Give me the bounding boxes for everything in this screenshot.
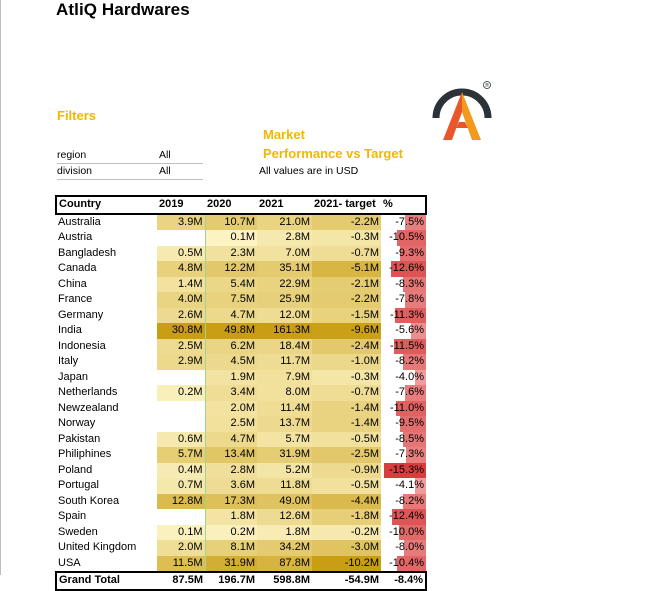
cell-y2021: 22.9M [257,277,312,293]
cell-target: -0.7M [312,385,381,401]
header-2019[interactable]: 2019 [159,198,184,211]
cell-y2020: 5.4M [205,277,257,293]
cell-country: Japan [58,370,88,383]
cell-country: France [58,293,93,306]
cell-country: South Korea [58,494,120,507]
cell-y2021: 7.9M [257,370,312,386]
cell-country: Portugal [58,479,99,492]
table-row [56,292,426,308]
cell-y2020: 4.7M [205,432,257,448]
cell-percent: -10.4% [381,556,426,573]
table-row [56,214,426,231]
cell-target: -0.5M [312,432,381,448]
table-row [56,370,426,386]
cell-y2019: 0.7M [157,478,205,494]
cell-y2019: 30.8M [157,323,205,339]
cell-y2021: 5.7M [257,432,312,448]
header-target[interactable]: 2021- target [314,198,376,211]
cell-percent: -11.5% [381,339,426,355]
cell-country: Australia [58,215,101,228]
cell-y2019: 0.6M [157,432,205,448]
cell-target: -0.2M [312,525,381,541]
cell-y2019: 12.8M [157,494,205,510]
cell-percent: -9.5% [381,416,426,432]
cell-y2021: 1.8M [257,525,312,541]
cell-y2019 [157,370,205,386]
total-target: -54.9M [312,572,381,590]
filters-heading: Filters [57,108,97,123]
cell-y2020: 2.5M [205,416,257,432]
cell-country: Indonesia [58,339,106,352]
cell-y2019: 0.2M [157,385,205,401]
total-y2021: 598.8M [257,572,312,590]
cell-percent: -10.5% [381,230,426,246]
cell-y2020: 12.2M [205,261,257,277]
cell-target: -0.3M [312,370,381,386]
cell-percent: -5.6% [381,323,426,339]
cell-y2019: 0.5M [157,246,205,262]
cell-y2019: 0.4M [157,463,205,479]
cell-y2021: 2.8M [257,230,312,246]
cell-y2021: 18.4M [257,339,312,355]
cell-y2019: 2.6M [157,308,205,324]
total-pct: -8.4% [381,572,426,590]
cell-target: -1.5M [312,308,381,324]
cell-country: Canada [58,262,97,275]
table-row [56,277,426,293]
cell-y2020: 1.8M [205,509,257,525]
table-row [56,494,426,510]
cell-y2021: 8.0M [257,385,312,401]
cell-target: -1.4M [312,401,381,417]
table-header [56,196,426,214]
cell-target: -0.3M [312,230,381,246]
currency-note: All values are in USD [259,165,359,177]
header-percent[interactable]: % [383,198,393,211]
total-y2020: 196.7M [205,572,257,590]
cell-country: USA [58,556,81,569]
cell-y2020: 7.5M [205,292,257,308]
cell-target: -9.6M [312,323,381,339]
cell-y2020: 31.9M [205,556,257,573]
cell-percent: -8.5% [381,432,426,448]
cell-target: -2.4M [312,339,381,355]
cell-country: Sweden [58,525,98,538]
cell-country: Germany [58,308,104,321]
table-row [56,230,426,246]
cell-y2020: 17.3M [205,494,257,510]
cell-percent: -8.2% [381,494,426,510]
cell-country: Bangladesh [58,246,117,259]
cell-y2021: 13.7M [257,416,312,432]
cell-target: -0.7M [312,246,381,262]
table-row [56,385,426,401]
cell-y2019: 4.8M [157,261,205,277]
cell-y2019: 3.9M [157,214,205,231]
total-country: Grand Total [56,572,157,590]
cell-country: Newzealand [58,401,119,414]
table-row [56,416,426,432]
table-row [56,323,426,339]
cell-target: -0.5M [312,478,381,494]
filter-division-value[interactable]: All [159,165,171,177]
cell-y2021: 12.6M [257,509,312,525]
cell-percent: -9.3% [381,246,426,262]
cell-y2021: 35.1M [257,261,312,277]
cell-percent: -4.1% [381,478,426,494]
table-row [56,447,426,463]
filter-region[interactable] [57,148,203,164]
cell-y2020: 3.4M [205,385,257,401]
registered-mark: ® [484,83,490,89]
atliq-logo [430,78,494,146]
cell-country: China [58,277,87,290]
cell-country: Netherlands [58,386,118,399]
cell-percent: -8.3% [381,277,426,293]
cell-percent: -8.0% [381,540,426,556]
cell-target: -4.4M [312,494,381,510]
table-row [56,432,426,448]
cell-country: Poland [58,463,93,476]
cell-percent: -10.0% [381,525,426,541]
cell-y2020: 2.3M [205,246,257,262]
cell-y2019 [157,509,205,525]
header-2020[interactable]: 2020 [207,198,232,211]
cell-y2020: 13.4M [205,447,257,463]
table-row [56,246,426,262]
cell-y2019 [157,401,205,417]
cell-y2021: 12.0M [257,308,312,324]
cell-target: -2.2M [312,292,381,308]
filter-region-label: region [57,149,87,161]
table-row [56,354,426,370]
table-row [56,261,426,277]
cell-country: Norway [58,417,96,430]
table-row [56,308,426,324]
filter-division-label: division [57,165,93,177]
table-row [56,339,426,355]
cell-y2019 [157,230,205,246]
cell-target: -1.8M [312,509,381,525]
cell-percent: -12.4% [381,509,426,525]
cell-y2019: 2.9M [157,354,205,370]
cell-y2019: 5.7M [157,447,205,463]
cell-y2021: 11.7M [257,354,312,370]
cell-y2019 [157,416,205,432]
cell-y2020: 49.8M [205,323,257,339]
cell-country: Spain [58,510,87,523]
cell-y2021: 161.3M [257,323,312,339]
cell-country: India [58,324,82,337]
cell-percent: -4.0% [381,370,426,386]
header-country[interactable]: Country [59,198,102,211]
left-border [0,0,1,575]
cell-target: -2.5M [312,447,381,463]
cell-country: Austria [58,231,93,244]
cell-y2021: 5.2M [257,463,312,479]
cell-y2019: 4.0M [157,292,205,308]
cell-y2021: 34.2M [257,540,312,556]
page-title: AtliQ Hardwares [56,0,190,19]
cell-percent: -12.6% [381,261,426,277]
cell-y2021: 11.8M [257,478,312,494]
table-row [56,509,426,525]
cell-y2020: 0.1M [205,230,257,246]
cell-y2019: 0.1M [157,525,205,541]
cell-percent: -7.3% [381,447,426,463]
cell-y2020: 0.2M [205,525,257,541]
cell-y2021: 11.4M [257,401,312,417]
cell-target: -10.2M [312,556,381,573]
cell-y2020: 10.7M [205,214,257,231]
cell-percent: -8.2% [381,354,426,370]
cell-y2020: 4.5M [205,354,257,370]
cell-y2020: 3.6M [205,478,257,494]
cell-percent: -7.6% [381,385,426,401]
cell-y2019: 2.5M [157,339,205,355]
table-row [56,556,426,573]
cell-target: -2.2M [312,214,381,231]
table-row [56,401,426,417]
table-row [56,463,426,479]
total-y2019: 87.5M [157,572,205,590]
report-title-line2: Performance vs Target [263,146,403,161]
cell-percent: -7.8% [381,292,426,308]
header-2021[interactable]: 2021 [259,198,284,211]
cell-country: Philiphines [58,448,112,461]
market-performance-table [55,195,427,591]
cell-y2020: 1.9M [205,370,257,386]
cell-percent: -11.3% [381,308,426,324]
cell-country: United Kingdom [58,541,137,554]
cell-country: Italy [58,355,79,368]
filter-region-value[interactable]: All [159,149,171,161]
filter-division[interactable] [57,164,203,180]
table-row [56,540,426,556]
cell-y2019: 2.0M [157,540,205,556]
table-row [56,525,426,541]
cell-y2021: 21.0M [257,214,312,231]
cell-y2021: 49.0M [257,494,312,510]
atliq-logo-icon [430,78,494,146]
cell-target: -1.0M [312,354,381,370]
cell-y2021: 7.0M [257,246,312,262]
cell-y2020: 6.2M [205,339,257,355]
cell-y2021: 87.8M [257,556,312,573]
cell-y2019: 1.4M [157,277,205,293]
cell-y2020: 8.1M [205,540,257,556]
cell-y2019: 11.5M [157,556,205,573]
cell-target: -0.9M [312,463,381,479]
cell-country: Pakistan [58,432,101,445]
cell-target: -1.4M [312,416,381,432]
cell-y2020: 2.0M [205,401,257,417]
cell-percent: -7.5% [381,214,426,231]
cell-y2021: 25.9M [257,292,312,308]
cell-percent: -11.0% [381,401,426,417]
cell-y2020: 2.8M [205,463,257,479]
cell-target: -5.1M [312,261,381,277]
report-title-line1: Market [263,127,305,142]
cell-percent: -15.3% [381,463,426,479]
table-row [56,478,426,494]
cell-y2020: 4.7M [205,308,257,324]
cell-target: -2.1M [312,277,381,293]
cell-target: -3.0M [312,540,381,556]
cell-y2021: 31.9M [257,447,312,463]
